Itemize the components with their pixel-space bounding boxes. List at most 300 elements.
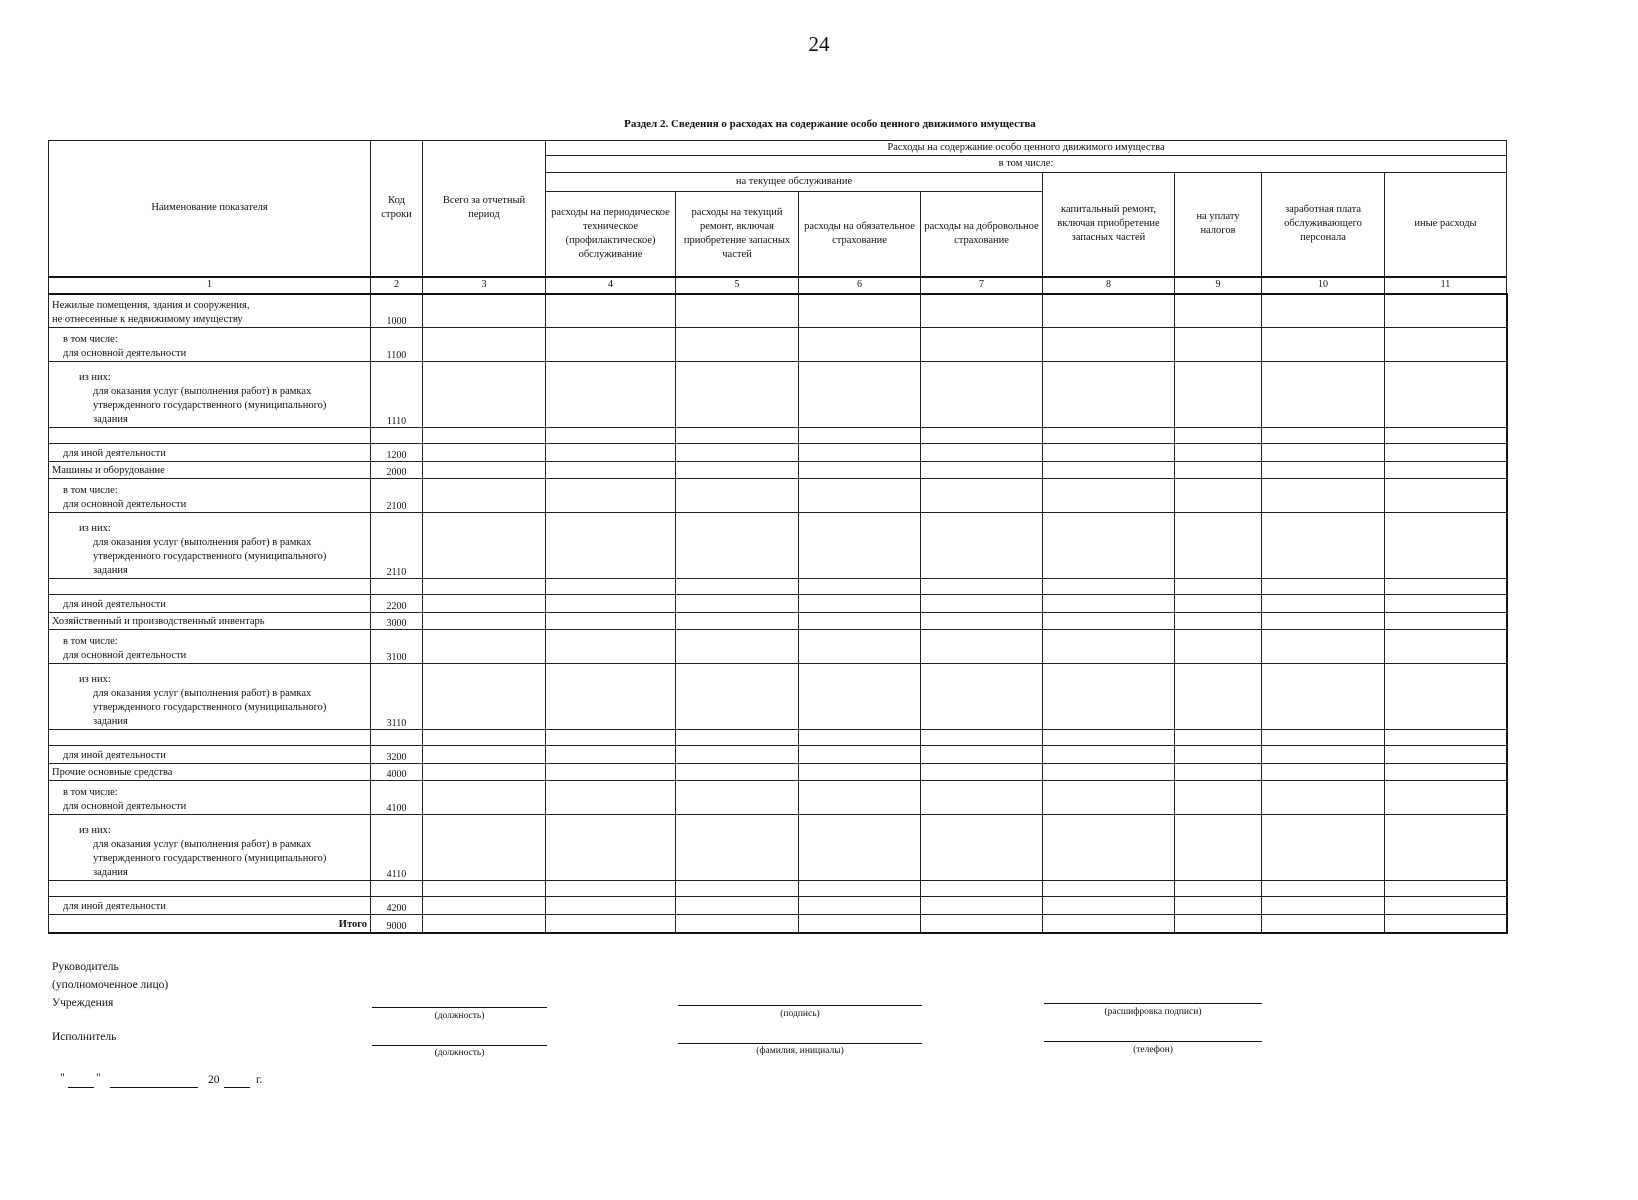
table-row bbox=[49, 630, 1507, 664]
table-row bbox=[49, 595, 1507, 613]
table-row bbox=[49, 513, 1507, 579]
value-cell-col7[interactable] bbox=[921, 294, 1043, 328]
value-cell-col5[interactable] bbox=[676, 630, 799, 664]
value-cell-col8[interactable] bbox=[1043, 764, 1175, 781]
header-col5: расходы на текущий ремонт, включая приобретение запасных частей bbox=[676, 192, 799, 277]
value-cell-col9[interactable] bbox=[1175, 462, 1262, 479]
value-cell-col9[interactable] bbox=[1175, 915, 1262, 933]
indicator-name-line: для основной деятельности bbox=[63, 650, 187, 661]
value-cell-col6[interactable] bbox=[799, 444, 921, 462]
value-cell-col8[interactable] bbox=[1043, 595, 1175, 613]
header-indicator-name: Наименование показателя bbox=[49, 141, 371, 277]
value-cell-col8[interactable] bbox=[1043, 513, 1175, 579]
header-col9: на уплату налогов bbox=[1175, 173, 1262, 277]
value-cell-col4[interactable] bbox=[546, 444, 676, 462]
value-cell-col5[interactable] bbox=[676, 915, 799, 933]
table-row bbox=[49, 815, 1507, 881]
indicator-name-line: в том числе: bbox=[63, 636, 118, 647]
value-cell-col9[interactable] bbox=[1175, 579, 1262, 595]
col-number: 3 bbox=[423, 277, 546, 294]
value-cell-col6[interactable] bbox=[799, 897, 921, 915]
value-cell-col4[interactable] bbox=[546, 513, 676, 579]
value-cell-col3[interactable] bbox=[423, 479, 546, 513]
row-code: 1100 bbox=[371, 328, 423, 362]
value-cell-col11[interactable] bbox=[1385, 428, 1507, 444]
col-number: 11 bbox=[1385, 277, 1507, 294]
value-cell-col5[interactable] bbox=[676, 513, 799, 579]
value-cell-col6[interactable] bbox=[799, 328, 921, 362]
row-code bbox=[371, 428, 423, 444]
date-quote-open: " bbox=[60, 1072, 65, 1084]
value-cell-col11[interactable] bbox=[1385, 595, 1507, 613]
value-cell-col4[interactable] bbox=[546, 630, 676, 664]
value-cell-col6[interactable] bbox=[799, 579, 921, 595]
value-cell-col8[interactable] bbox=[1043, 630, 1175, 664]
value-cell-col4[interactable] bbox=[546, 362, 676, 428]
indicator-name-line: для оказания услуг (выполнения работ) в рамках bbox=[93, 688, 312, 699]
value-cell-col10[interactable] bbox=[1262, 444, 1385, 462]
value-cell-col9[interactable] bbox=[1175, 897, 1262, 915]
date-quote-close: " bbox=[96, 1072, 101, 1084]
value-cell-col3[interactable] bbox=[423, 630, 546, 664]
value-cell-col3[interactable] bbox=[423, 730, 546, 746]
value-cell-col6[interactable] bbox=[799, 630, 921, 664]
value-cell-col3[interactable] bbox=[423, 764, 546, 781]
indicator-name bbox=[49, 764, 371, 781]
value-cell-col5[interactable] bbox=[676, 294, 799, 328]
row-code: 3000 bbox=[371, 613, 423, 630]
value-cell-col4[interactable] bbox=[546, 815, 676, 881]
value-cell-col9[interactable] bbox=[1175, 428, 1262, 444]
value-cell-col11[interactable] bbox=[1385, 664, 1507, 730]
value-cell-col11[interactable] bbox=[1385, 362, 1507, 428]
value-cell-col9[interactable] bbox=[1175, 444, 1262, 462]
executor-position-caption: (должность) bbox=[434, 1048, 485, 1058]
value-cell-col4[interactable] bbox=[546, 730, 676, 746]
row-code: 2110 bbox=[371, 513, 423, 579]
value-cell-col10[interactable] bbox=[1262, 613, 1385, 630]
value-cell-col8[interactable] bbox=[1043, 328, 1175, 362]
value-cell-col3[interactable] bbox=[423, 664, 546, 730]
value-cell-col3[interactable] bbox=[423, 294, 546, 328]
indicator-name bbox=[49, 664, 371, 730]
table-row bbox=[49, 746, 1507, 764]
table-row bbox=[49, 479, 1507, 513]
value-cell-col3[interactable] bbox=[423, 428, 546, 444]
row-code: 4100 bbox=[371, 781, 423, 815]
indicator-name bbox=[49, 579, 371, 595]
value-cell-col8[interactable] bbox=[1043, 444, 1175, 462]
value-cell-col7[interactable] bbox=[921, 815, 1043, 881]
value-cell-col10[interactable] bbox=[1262, 595, 1385, 613]
value-cell-col9[interactable] bbox=[1175, 513, 1262, 579]
value-cell-col7[interactable] bbox=[921, 579, 1043, 595]
signature-line[interactable] bbox=[678, 1005, 922, 1006]
value-cell-col9[interactable] bbox=[1175, 664, 1262, 730]
section-title: Раздел 2. Сведения о расходах на содержание особо ценного движимого имущества bbox=[624, 118, 1036, 130]
value-cell-col3[interactable] bbox=[423, 595, 546, 613]
value-cell-col3[interactable] bbox=[423, 897, 546, 915]
value-cell-col7[interactable] bbox=[921, 630, 1043, 664]
value-cell-col7[interactable] bbox=[921, 462, 1043, 479]
value-cell-col9[interactable] bbox=[1175, 595, 1262, 613]
row-code: 2000 bbox=[371, 462, 423, 479]
value-cell-col7[interactable] bbox=[921, 781, 1043, 815]
value-cell-col7[interactable] bbox=[921, 595, 1043, 613]
value-cell-col6[interactable] bbox=[799, 613, 921, 630]
indicator-name-line: Машины и оборудование bbox=[52, 465, 165, 476]
value-cell-col10[interactable] bbox=[1262, 781, 1385, 815]
value-cell-col6[interactable] bbox=[799, 294, 921, 328]
value-cell-col9[interactable] bbox=[1175, 328, 1262, 362]
indicator-name-line: утвержденного государственного (муниципального) bbox=[93, 853, 327, 864]
indicator-name bbox=[49, 746, 371, 764]
table-row bbox=[49, 897, 1507, 915]
col-number: 7 bbox=[921, 277, 1043, 294]
indicator-name-line: Прочие основные средства bbox=[52, 767, 173, 778]
value-cell-col5[interactable] bbox=[676, 881, 799, 897]
value-cell-col5[interactable] bbox=[676, 595, 799, 613]
value-cell-col9[interactable] bbox=[1175, 815, 1262, 881]
indicator-name-line: задания bbox=[93, 414, 128, 425]
value-cell-col10[interactable] bbox=[1262, 915, 1385, 933]
value-cell-col11[interactable] bbox=[1385, 764, 1507, 781]
value-cell-col5[interactable] bbox=[676, 781, 799, 815]
value-cell-col3[interactable] bbox=[423, 579, 546, 595]
row-code bbox=[371, 730, 423, 746]
value-cell-col4[interactable] bbox=[546, 746, 676, 764]
value-cell-col9[interactable] bbox=[1175, 613, 1262, 630]
table-header bbox=[49, 141, 1507, 294]
value-cell-col5[interactable] bbox=[676, 746, 799, 764]
executor-phone-caption: (телефон) bbox=[1133, 1045, 1173, 1055]
value-cell-col6[interactable] bbox=[799, 462, 921, 479]
date-day-line[interactable] bbox=[68, 1087, 94, 1088]
signature-decode-line[interactable] bbox=[1044, 1003, 1262, 1004]
value-cell-col10[interactable] bbox=[1262, 764, 1385, 781]
value-cell-col6[interactable] bbox=[799, 362, 921, 428]
value-cell-col4[interactable] bbox=[546, 595, 676, 613]
indicator-name-line: в том числе: bbox=[63, 787, 118, 798]
value-cell-col10[interactable] bbox=[1262, 362, 1385, 428]
indicator-name bbox=[49, 613, 371, 630]
value-cell-col8[interactable] bbox=[1043, 881, 1175, 897]
value-cell-col9[interactable] bbox=[1175, 362, 1262, 428]
header-including: в том числе: bbox=[546, 156, 1507, 173]
table-row bbox=[49, 362, 1507, 428]
indicator-name-line: задания bbox=[93, 867, 128, 878]
executor-position-line[interactable] bbox=[372, 1045, 547, 1046]
indicator-name bbox=[49, 428, 371, 444]
value-cell-col7[interactable] bbox=[921, 513, 1043, 579]
date-year-suffix: г. bbox=[256, 1074, 263, 1086]
value-cell-col7[interactable] bbox=[921, 881, 1043, 897]
executor-phone-line[interactable] bbox=[1044, 1041, 1262, 1042]
value-cell-col4[interactable] bbox=[546, 328, 676, 362]
row-code: 2200 bbox=[371, 595, 423, 613]
value-cell-col11[interactable] bbox=[1385, 462, 1507, 479]
date-month-line[interactable] bbox=[110, 1087, 198, 1088]
indicator-name bbox=[49, 815, 371, 881]
indicator-name-line: для оказания услуг (выполнения работ) в рамках bbox=[93, 537, 312, 548]
row-code: 2100 bbox=[371, 479, 423, 513]
value-cell-col11[interactable] bbox=[1385, 746, 1507, 764]
value-cell-col8[interactable] bbox=[1043, 746, 1175, 764]
value-cell-col5[interactable] bbox=[676, 579, 799, 595]
indicator-name-line: для иной деятельности bbox=[63, 901, 166, 912]
value-cell-col5[interactable] bbox=[676, 730, 799, 746]
value-cell-col4[interactable] bbox=[546, 915, 676, 933]
value-cell-col9[interactable] bbox=[1175, 781, 1262, 815]
position-signature-line[interactable] bbox=[372, 1007, 547, 1008]
indicator-name-line: задания bbox=[93, 716, 128, 727]
table-row bbox=[49, 764, 1507, 781]
spacer-row bbox=[49, 730, 1507, 746]
indicator-name bbox=[49, 897, 371, 915]
table-row bbox=[49, 781, 1507, 815]
value-cell-col6[interactable] bbox=[799, 781, 921, 815]
value-cell-col4[interactable] bbox=[546, 781, 676, 815]
table-row bbox=[49, 613, 1507, 630]
value-cell-col11[interactable] bbox=[1385, 579, 1507, 595]
value-cell-col5[interactable] bbox=[676, 479, 799, 513]
header-current-maintenance: на текущее обслуживание bbox=[546, 173, 1043, 192]
value-cell-col3[interactable] bbox=[423, 613, 546, 630]
value-cell-col7[interactable] bbox=[921, 362, 1043, 428]
value-cell-col8[interactable] bbox=[1043, 730, 1175, 746]
header-col6: расходы на обязательное страхование bbox=[799, 192, 921, 277]
spacer-row bbox=[49, 881, 1507, 897]
value-cell-col4[interactable] bbox=[546, 579, 676, 595]
row-code: 4000 bbox=[371, 764, 423, 781]
spacer-row bbox=[49, 428, 1507, 444]
value-cell-col10[interactable] bbox=[1262, 897, 1385, 915]
header-col8: капитальный ремонт, включая приобретение запасных частей bbox=[1043, 173, 1175, 277]
value-cell-col10[interactable] bbox=[1262, 579, 1385, 595]
expenses-table bbox=[48, 140, 1508, 934]
col-number: 5 bbox=[676, 277, 799, 294]
value-cell-col3[interactable] bbox=[423, 781, 546, 815]
column-numbers-row bbox=[49, 277, 1507, 294]
value-cell-col5[interactable] bbox=[676, 462, 799, 479]
value-cell-col6[interactable] bbox=[799, 730, 921, 746]
value-cell-col4[interactable] bbox=[546, 479, 676, 513]
indicator-name-line: для основной деятельности bbox=[63, 499, 187, 510]
value-cell-col7[interactable] bbox=[921, 444, 1043, 462]
value-cell-col10[interactable] bbox=[1262, 746, 1385, 764]
value-cell-col11[interactable] bbox=[1385, 781, 1507, 815]
value-cell-col10[interactable] bbox=[1262, 328, 1385, 362]
head-label-institution: Учреждения bbox=[52, 997, 114, 1009]
indicator-name-line: для иной деятельности bbox=[63, 750, 166, 761]
value-cell-col10[interactable] bbox=[1262, 513, 1385, 579]
value-cell-col8[interactable] bbox=[1043, 479, 1175, 513]
indicator-name-line: из них: bbox=[79, 372, 111, 383]
value-cell-col5[interactable] bbox=[676, 897, 799, 915]
value-cell-col8[interactable] bbox=[1043, 462, 1175, 479]
value-cell-col7[interactable] bbox=[921, 664, 1043, 730]
value-cell-col8[interactable] bbox=[1043, 915, 1175, 933]
value-cell-col3[interactable] bbox=[423, 513, 546, 579]
row-code: 3110 bbox=[371, 664, 423, 730]
row-code: 4200 bbox=[371, 897, 423, 915]
value-cell-col5[interactable] bbox=[676, 444, 799, 462]
value-cell-col11[interactable] bbox=[1385, 730, 1507, 746]
value-cell-col11[interactable] bbox=[1385, 881, 1507, 897]
value-cell-col3[interactable] bbox=[423, 881, 546, 897]
value-cell-col9[interactable] bbox=[1175, 479, 1262, 513]
value-cell-col5[interactable] bbox=[676, 664, 799, 730]
value-cell-col11[interactable] bbox=[1385, 897, 1507, 915]
indicator-name-line: Нежилые помещения, здания и сооружения, bbox=[52, 300, 250, 311]
date-year-line[interactable] bbox=[224, 1087, 250, 1088]
executor-name-line[interactable] bbox=[678, 1043, 922, 1044]
value-cell-col10[interactable] bbox=[1262, 479, 1385, 513]
row-code bbox=[371, 881, 423, 897]
value-cell-col11[interactable] bbox=[1385, 613, 1507, 630]
indicator-name-line: из них: bbox=[79, 674, 111, 685]
indicator-name bbox=[49, 915, 371, 933]
value-cell-col8[interactable] bbox=[1043, 579, 1175, 595]
value-cell-col4[interactable] bbox=[546, 462, 676, 479]
head-label-authorized: (уполномоченное лицо) bbox=[52, 979, 169, 991]
value-cell-col8[interactable] bbox=[1043, 664, 1175, 730]
value-cell-col6[interactable] bbox=[799, 764, 921, 781]
value-cell-col5[interactable] bbox=[676, 613, 799, 630]
value-cell-col7[interactable] bbox=[921, 746, 1043, 764]
value-cell-col4[interactable] bbox=[546, 897, 676, 915]
value-cell-col5[interactable] bbox=[676, 764, 799, 781]
value-cell-col7[interactable] bbox=[921, 479, 1043, 513]
indicator-name-line: утвержденного государственного (муниципального) bbox=[93, 702, 327, 713]
value-cell-col10[interactable] bbox=[1262, 664, 1385, 730]
header-col10: заработная плата обслуживающего персонала bbox=[1262, 173, 1385, 277]
signature-head-block bbox=[52, 958, 168, 1012]
value-cell-col9[interactable] bbox=[1175, 881, 1262, 897]
value-cell-col8[interactable] bbox=[1043, 897, 1175, 915]
value-cell-col9[interactable] bbox=[1175, 746, 1262, 764]
indicator-name bbox=[49, 294, 371, 328]
value-cell-col11[interactable] bbox=[1385, 815, 1507, 881]
value-cell-col10[interactable] bbox=[1262, 428, 1385, 444]
value-cell-col4[interactable] bbox=[546, 664, 676, 730]
value-cell-col7[interactable] bbox=[921, 915, 1043, 933]
value-cell-col5[interactable] bbox=[676, 328, 799, 362]
value-cell-col10[interactable] bbox=[1262, 730, 1385, 746]
indicator-name bbox=[49, 479, 371, 513]
row-code: 9000 bbox=[371, 915, 423, 933]
value-cell-col6[interactable] bbox=[799, 815, 921, 881]
value-cell-col11[interactable] bbox=[1385, 328, 1507, 362]
value-cell-col8[interactable] bbox=[1043, 428, 1175, 444]
value-cell-col8[interactable] bbox=[1043, 815, 1175, 881]
indicator-name bbox=[49, 881, 371, 897]
value-cell-col5[interactable] bbox=[676, 815, 799, 881]
value-cell-col3[interactable] bbox=[423, 746, 546, 764]
col-number: 1 bbox=[49, 277, 371, 294]
value-cell-col7[interactable] bbox=[921, 897, 1043, 915]
value-cell-col6[interactable] bbox=[799, 479, 921, 513]
value-cell-col6[interactable] bbox=[799, 915, 921, 933]
indicator-name-line: для оказания услуг (выполнения работ) в рамках bbox=[93, 839, 312, 850]
value-cell-col4[interactable] bbox=[546, 294, 676, 328]
value-cell-col8[interactable] bbox=[1043, 781, 1175, 815]
value-cell-col6[interactable] bbox=[799, 513, 921, 579]
value-cell-col7[interactable] bbox=[921, 613, 1043, 630]
value-cell-col3[interactable] bbox=[423, 462, 546, 479]
value-cell-col10[interactable] bbox=[1262, 294, 1385, 328]
value-cell-col6[interactable] bbox=[799, 881, 921, 897]
value-cell-col8[interactable] bbox=[1043, 613, 1175, 630]
indicator-name-line: задания bbox=[93, 565, 128, 576]
value-cell-col11[interactable] bbox=[1385, 444, 1507, 462]
total-row bbox=[49, 915, 1507, 933]
header-col11: иные расходы bbox=[1385, 173, 1507, 277]
value-cell-col3[interactable] bbox=[423, 915, 546, 933]
value-cell-col11[interactable] bbox=[1385, 630, 1507, 664]
value-cell-col8[interactable] bbox=[1043, 362, 1175, 428]
value-cell-col7[interactable] bbox=[921, 428, 1043, 444]
table-row bbox=[49, 664, 1507, 730]
value-cell-col11[interactable] bbox=[1385, 513, 1507, 579]
value-cell-col4[interactable] bbox=[546, 881, 676, 897]
row-code: 1200 bbox=[371, 444, 423, 462]
indicator-name-line: для оказания услуг (выполнения работ) в рамках bbox=[93, 386, 312, 397]
indicator-name bbox=[49, 462, 371, 479]
value-cell-col11[interactable] bbox=[1385, 479, 1507, 513]
value-cell-col10[interactable] bbox=[1262, 462, 1385, 479]
indicator-name-line: из них: bbox=[79, 523, 111, 534]
row-code: 1000 bbox=[371, 294, 423, 328]
value-cell-col3[interactable] bbox=[423, 444, 546, 462]
value-cell-col4[interactable] bbox=[546, 613, 676, 630]
value-cell-col3[interactable] bbox=[423, 362, 546, 428]
value-cell-col10[interactable] bbox=[1262, 815, 1385, 881]
value-cell-col6[interactable] bbox=[799, 428, 921, 444]
value-cell-col6[interactable] bbox=[799, 664, 921, 730]
value-cell-col9[interactable] bbox=[1175, 764, 1262, 781]
value-cell-col3[interactable] bbox=[423, 328, 546, 362]
value-cell-col9[interactable] bbox=[1175, 294, 1262, 328]
value-cell-col7[interactable] bbox=[921, 730, 1043, 746]
value-cell-col5[interactable] bbox=[676, 362, 799, 428]
value-cell-col11[interactable] bbox=[1385, 915, 1507, 933]
value-cell-col6[interactable] bbox=[799, 746, 921, 764]
signature-decode-caption: (расшифровка подписи) bbox=[1104, 1007, 1202, 1017]
value-cell-col4[interactable] bbox=[546, 764, 676, 781]
col-number: 8 bbox=[1043, 277, 1175, 294]
value-cell-col9[interactable] bbox=[1175, 630, 1262, 664]
value-cell-col4[interactable] bbox=[546, 428, 676, 444]
value-cell-col3[interactable] bbox=[423, 815, 546, 881]
value-cell-col9[interactable] bbox=[1175, 730, 1262, 746]
value-cell-col7[interactable] bbox=[921, 328, 1043, 362]
indicator-name bbox=[49, 595, 371, 613]
value-cell-col6[interactable] bbox=[799, 595, 921, 613]
value-cell-col11[interactable] bbox=[1385, 294, 1507, 328]
value-cell-col5[interactable] bbox=[676, 428, 799, 444]
indicator-name bbox=[49, 362, 371, 428]
value-cell-col7[interactable] bbox=[921, 764, 1043, 781]
value-cell-col10[interactable] bbox=[1262, 630, 1385, 664]
indicator-name bbox=[49, 781, 371, 815]
indicator-name-line: утвержденного государственного (муниципального) bbox=[93, 551, 327, 562]
position-caption: (должность) bbox=[434, 1011, 485, 1021]
executor-name-caption: (фамилия, инициалы) bbox=[756, 1046, 844, 1056]
head-label: Руководитель bbox=[52, 961, 119, 973]
value-cell-col8[interactable] bbox=[1043, 294, 1175, 328]
value-cell-col10[interactable] bbox=[1262, 881, 1385, 897]
